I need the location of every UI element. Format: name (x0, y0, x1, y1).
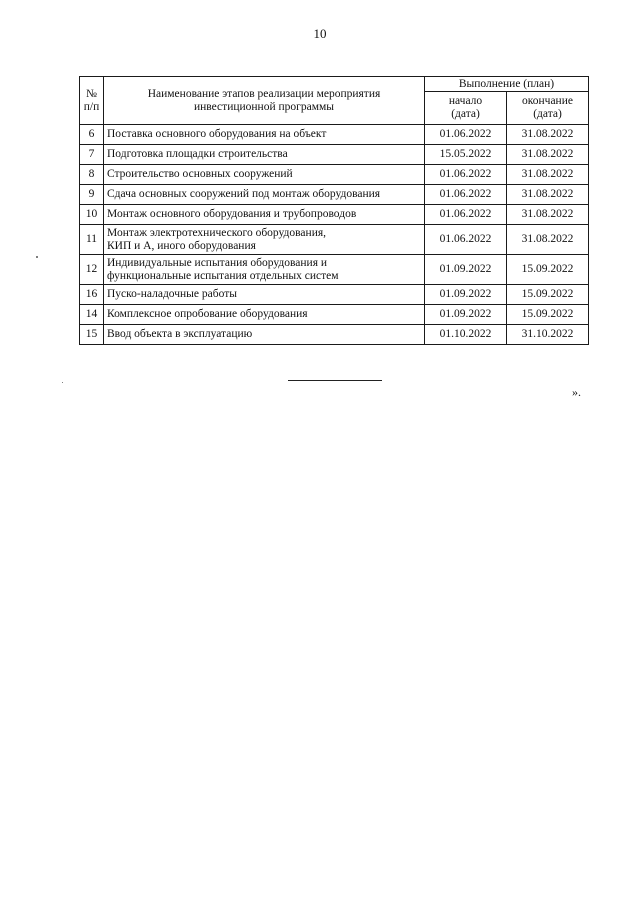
row-number: 14 (80, 305, 104, 325)
row-number: 10 (80, 205, 104, 225)
header-start-date-label: начало (дата) (448, 95, 483, 120)
header-end-date (507, 92, 589, 125)
row-stage-name: Монтаж электротехнического оборудования, КИП и А, иного оборудования (104, 225, 425, 255)
table-row (80, 225, 589, 255)
row-stage-name: Поставка основного оборудования на объект (104, 125, 425, 145)
row-stage-name: Ввод объекта в эксплуатацию (104, 325, 425, 345)
header-stage-name (104, 77, 425, 125)
row-stage-name: Пуско-наладочные работы (104, 285, 425, 305)
row-end-date: 31.08.2022 (507, 225, 589, 255)
row-start-date: 15.05.2022 (425, 145, 507, 165)
row-number: 12 (80, 255, 104, 285)
row-stage-name: Монтаж основного оборудования и трубопроводов (104, 205, 425, 225)
header-start-date (425, 92, 507, 125)
table-row (80, 185, 589, 205)
page-number: 10 (313, 26, 327, 41)
row-start-date: 01.06.2022 (425, 125, 507, 145)
row-stage-name: Строительство основных сооружений (104, 165, 425, 185)
row-number: 8 (80, 165, 104, 185)
table-row (80, 325, 589, 345)
row-end-date: 15.09.2022 (507, 285, 589, 305)
scan-speck (36, 256, 38, 258)
row-start-date: 01.06.2022 (425, 225, 507, 255)
separator-line (288, 380, 382, 381)
row-end-date: 31.08.2022 (507, 125, 589, 145)
table-row (80, 165, 589, 185)
header-stage-name-label: Наименование этапов реализации мероприятия инвестиционной программы (147, 87, 381, 113)
table-row (80, 285, 589, 305)
header-number (80, 77, 104, 125)
row-stage-name: Индивидуальные испытания оборудования и функциональные испытания отдельных систем (104, 255, 425, 285)
implementation-stages-table (79, 76, 589, 345)
header-number-label: № п/п (83, 87, 100, 113)
table-row (80, 125, 589, 145)
table-row (80, 255, 589, 285)
scan-speck (62, 382, 63, 383)
header-end-date-label: окончание (дата) (522, 95, 573, 120)
row-end-date: 31.08.2022 (507, 205, 589, 225)
row-number: 11 (80, 225, 104, 255)
row-number: 6 (80, 125, 104, 145)
row-stage-name: Сдача основных сооружений под монтаж оборудования (104, 185, 425, 205)
row-stage-name: Подготовка площадки строительства (104, 145, 425, 165)
row-end-date: 15.09.2022 (507, 255, 589, 285)
row-number: 16 (80, 285, 104, 305)
row-end-date: 15.09.2022 (507, 305, 589, 325)
table-header-row (80, 77, 589, 92)
row-number: 15 (80, 325, 104, 345)
row-number: 9 (80, 185, 104, 205)
row-start-date: 01.09.2022 (425, 305, 507, 325)
row-start-date: 01.09.2022 (425, 285, 507, 305)
row-start-date: 01.09.2022 (425, 255, 507, 285)
row-number: 7 (80, 145, 104, 165)
row-start-date: 01.06.2022 (425, 165, 507, 185)
row-start-date: 01.06.2022 (425, 205, 507, 225)
closing-quote: ». (572, 385, 581, 399)
row-end-date: 31.10.2022 (507, 325, 589, 345)
table-row (80, 305, 589, 325)
row-end-date: 31.08.2022 (507, 185, 589, 205)
row-stage-name: Комплексное опробование оборудования (104, 305, 425, 325)
row-end-date: 31.08.2022 (507, 165, 589, 185)
row-end-date: 31.08.2022 (507, 145, 589, 165)
header-execution-plan: Выполнение (план) (425, 77, 589, 92)
table-row (80, 145, 589, 165)
table-body (80, 125, 589, 345)
table-row (80, 205, 589, 225)
row-start-date: 01.10.2022 (425, 325, 507, 345)
row-start-date: 01.06.2022 (425, 185, 507, 205)
